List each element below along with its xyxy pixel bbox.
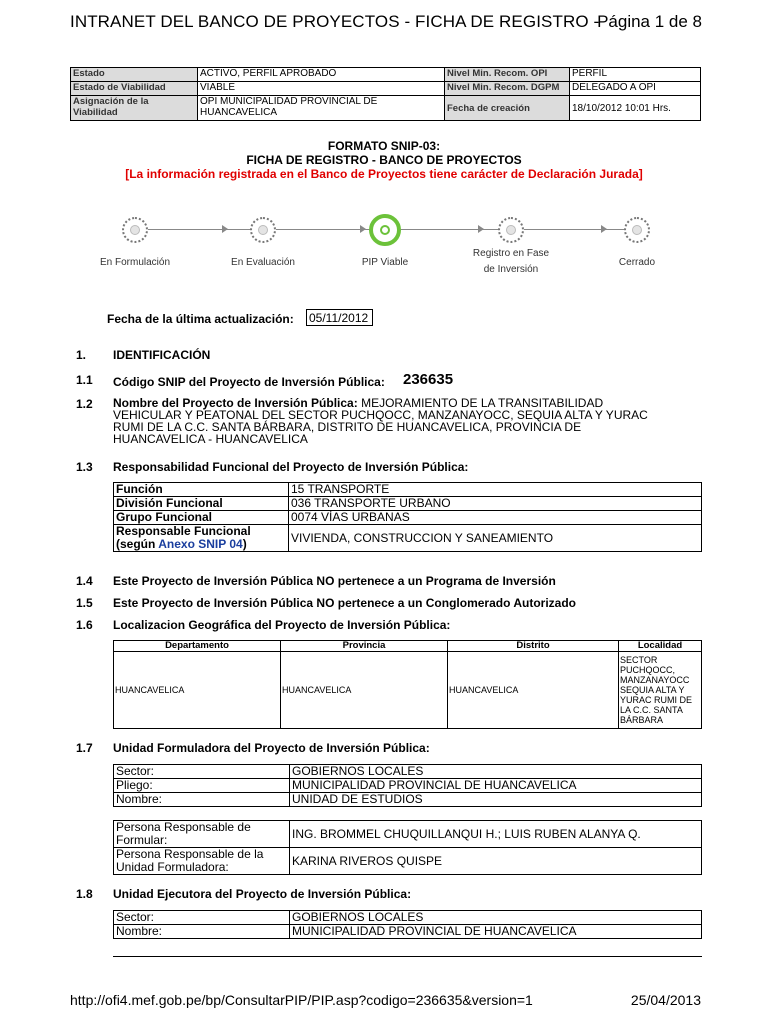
provincia-cell: HUANCAVELICA	[281, 652, 448, 729]
uf-nombre-value: UNIDAD DE ESTUDIOS	[290, 793, 702, 807]
col-departamento: Departamento	[114, 641, 281, 652]
page-number: Página 1 de 8	[597, 12, 702, 31]
nivel-opi-label: Nivel Min. Recom. OPI	[445, 68, 570, 82]
update-date: 05/11/2012	[306, 309, 373, 326]
division-value: 036 TRANSPORTE URBANO	[289, 497, 702, 511]
section-number: 1.7	[76, 741, 93, 755]
uf-pliego-label: Pliego:	[114, 779, 290, 793]
responsables-table	[113, 820, 702, 875]
project-name	[113, 397, 673, 445]
timeline-step-evaluacion-icon	[250, 217, 276, 243]
col-distrito: Distrito	[448, 641, 619, 652]
viabilidad-value: VIABLE	[198, 82, 445, 96]
section-number: 1.	[76, 348, 87, 362]
formuladora-table	[113, 764, 702, 807]
fecha-creacion-value: 18/10/2012 10:01 Hrs.	[570, 96, 701, 121]
uf-nombre-label: Nombre:	[114, 793, 290, 807]
section-number: 1.8	[76, 887, 93, 901]
timeline-arrow	[601, 225, 607, 233]
timeline-label-formulacion: En Formulación	[99, 257, 171, 268]
section-title: IDENTIFICACIÓN	[113, 348, 211, 362]
ue-sector-label: Sector:	[114, 911, 290, 925]
format-subtitle: FICHA DE REGISTRO - BANCO DE PROYECTOS	[246, 153, 522, 167]
location-table	[113, 640, 702, 729]
responsable-label	[114, 525, 289, 552]
nivel-dgpm-value: DELEGADO A OPI	[570, 82, 701, 96]
ejecutora-table	[113, 910, 702, 939]
responsable-value: VIVIENDA, CONSTRUCCION Y SANEAMIENTO	[289, 525, 702, 552]
departamento-cell: HUANCAVELICA	[114, 652, 281, 729]
col-localidad: Localidad	[619, 641, 702, 652]
responsable-label-text: Responsable Funcional	[116, 524, 251, 538]
asignacion-label: Asignación de la Viabilidad	[71, 96, 198, 121]
localidad-cell: SECTOR PUCHQOCC, MANZANAYOCC SEQUIA ALTA Y YURAC RUMI DE LA C.C. SANTA BÁRBARA	[619, 652, 702, 729]
snip-code-label: Código SNIP del Proyecto de Inversión Pública:	[113, 375, 385, 389]
formular-label: Persona Responsable de Formular:	[114, 821, 290, 848]
section-title: Unidad Formuladora del Proyecto de Inversión Pública:	[113, 741, 430, 755]
status-table	[70, 67, 701, 121]
col-provincia: Provincia	[281, 641, 448, 652]
responsable-label-suffix: )	[242, 537, 247, 551]
footer-url[interactable]: http://ofi4.mef.gob.pe/bp/ConsultarPIP/PIP.asp?codigo=236635&version=1	[70, 992, 533, 1008]
timeline-arrow	[360, 225, 366, 233]
timeline-label-evaluacion: En Evaluación	[231, 257, 295, 268]
programa-note: Este Proyecto de Inversión Pública NO pertenece a un Programa de Inversión	[113, 574, 556, 588]
unidad-value: KARINA RIVEROS QUISPE	[290, 848, 702, 875]
uf-pliego-value: MUNICIPALIDAD PROVINCIAL DE HUANCAVELICA	[290, 779, 702, 793]
format-title: FORMATO SNIP-03:	[327, 139, 441, 153]
section-title: Unidad Ejecutora del Proyecto de Inversión Pública:	[113, 887, 412, 901]
uf-sector-label: Sector:	[114, 765, 290, 779]
estado-value: ACTIVO, PERFIL APROBADO	[198, 68, 445, 82]
unidad-label: Persona Responsable de la Unidad Formuladora:	[114, 848, 290, 875]
timeline-step-cerrado-icon	[624, 217, 650, 243]
timeline-step-inversion-icon	[498, 217, 524, 243]
grupo-value: 0074 VÍAS URBANAS	[289, 511, 702, 525]
section-number: 1.2	[76, 397, 93, 411]
project-name-label: Nombre del Proyecto de Inversión Pública:	[113, 396, 358, 410]
viabilidad-label: Estado de Viabilidad	[71, 82, 198, 96]
distrito-cell: HUANCAVELICA	[448, 652, 619, 729]
section-number: 1.3	[76, 460, 93, 474]
asignacion-value: OPI MUNICIPALIDAD PROVINCIAL DE HUANCAVELICA	[198, 96, 445, 121]
timeline-step-formulacion-icon	[122, 217, 148, 243]
functional-table	[113, 482, 702, 552]
funcion-value: 15 TRANSPORTE	[289, 483, 702, 497]
ue-nombre-value: MUNICIPALIDAD PROVINCIAL DE HUANCAVELICA	[290, 925, 702, 939]
project-name-value: MEJORAMIENTO DE LA TRANSITABILIDAD VEHICULAR Y PEATONAL DEL SECTOR PUCHQOCC, MANZANAYOCC, SEQUIA ALTA Y YURAC RUMI DE LA C.C. SANTA BÁRBARA, DISTRITO DE HUANCAVELICA, PROVINCIA DE HUANCAVELICA - HUANCAVELICA	[113, 396, 648, 446]
declaration-notice: [La información registrada en el Banco de Proyectos tiene carácter de Declaración Jurada]	[125, 167, 643, 181]
section-number: 1.6	[76, 618, 93, 632]
timeline-label-inversion-2: de Inversión	[483, 264, 539, 275]
section-title: Localizacion Geográfica del Proyecto de Inversión Pública:	[113, 618, 451, 632]
timeline-arrow	[222, 225, 228, 233]
grupo-label: Grupo Funcional	[114, 511, 289, 525]
formular-value: ING. BROMMEL CHUQUILLANQUI H.; LUIS RUBEN ALANYA Q.	[290, 821, 702, 848]
anexo-snip-04-link[interactable]: Anexo SNIP 04	[158, 537, 243, 551]
table-row	[114, 652, 702, 729]
conglomerado-note: Este Proyecto de Inversión Pública NO pertenece a un Conglomerado Autorizado	[113, 596, 576, 610]
timeline-label-cerrado: Cerrado	[618, 257, 656, 268]
fecha-creacion-label: Fecha de creación	[445, 96, 570, 121]
section-number: 1.4	[76, 574, 93, 588]
timeline-arrow	[478, 225, 484, 233]
update-label: Fecha de la última actualización:	[107, 312, 294, 326]
funcion-label: Función	[114, 483, 289, 497]
ue-nombre-label: Nombre:	[114, 925, 290, 939]
section-title: Responsabilidad Funcional del Proyecto de Inversión Pública:	[113, 460, 469, 474]
uf-sector-value: GOBIERNOS LOCALES	[290, 765, 702, 779]
divider	[113, 956, 702, 957]
page-title: INTRANET DEL BANCO DE PROYECTOS - FICHA DE REGISTRO -	[70, 12, 600, 31]
estado-label: Estado	[71, 68, 198, 82]
responsable-label-prefix: (según	[116, 537, 159, 551]
timeline-label-viable: PIP Viable	[361, 257, 409, 268]
section-number: 1.1	[76, 373, 93, 387]
ue-sector-value: GOBIERNOS LOCALES	[290, 911, 702, 925]
section-number: 1.5	[76, 596, 93, 610]
nivel-dgpm-label: Nivel Min. Recom. DGPM	[445, 82, 570, 96]
footer-date: 25/04/2013	[630, 992, 701, 1008]
division-label: División Funcional	[114, 497, 289, 511]
timeline-label-inversion-1: Registro en Fase	[472, 248, 550, 259]
snip-code-value: 236635	[403, 371, 454, 388]
timeline-step-viable-icon	[369, 214, 401, 246]
nivel-opi-value: PERFIL	[570, 68, 701, 82]
